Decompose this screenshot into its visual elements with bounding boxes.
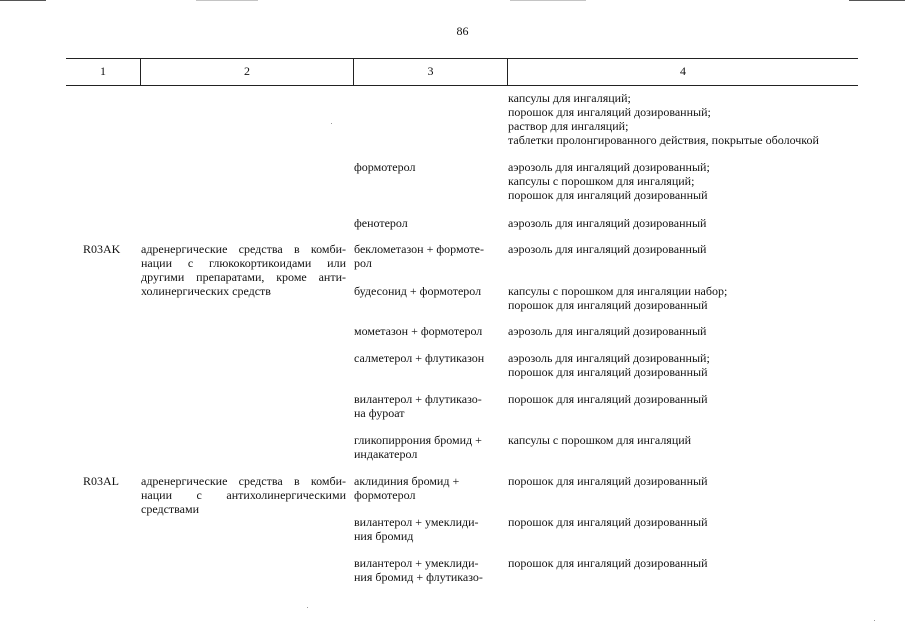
- dosage-forms-cell: [508, 216, 853, 230]
- dosage-forms-cell-line: порошок для ингаляций дозированный: [508, 298, 708, 312]
- drug-name-cell-line: ния бромид + флутиказо-: [354, 570, 483, 584]
- dosage-forms-cell: [508, 474, 853, 488]
- drug-name-cell-line: будесонид + формотерол: [354, 284, 482, 298]
- drug-name-cell-line: мометазон + формотерол: [354, 324, 483, 338]
- scan-speck: [874, 620, 875, 621]
- dosage-forms-cell-line: капсулы с порошком для ингаляций;: [508, 174, 695, 188]
- drug-name-cell: [354, 160, 500, 174]
- dosage-forms-cell-line: капсулы с порошком для ингаляции набор;: [508, 284, 728, 298]
- dosage-forms-cell-line: аэрозоль для ингаляций дозированный: [508, 324, 707, 338]
- drug-name-cell-line: салметерол + флутиказон: [354, 351, 485, 365]
- group-name-cell-line: адренергические средства в комби-: [141, 242, 346, 256]
- scan-speck: [331, 123, 332, 124]
- dosage-forms-cell-line: капсулы для ингаляций;: [508, 91, 631, 105]
- column-header-2: 2: [140, 59, 353, 85]
- drug-name-cell-line: индакатерол: [354, 447, 418, 461]
- group-name-cell-line: нации с антихолинергическими: [141, 488, 346, 502]
- dosage-forms-cell-line: порошок для ингаляций дозированный: [508, 188, 708, 202]
- drug-name-cell-line: гликопиррония бромид +: [354, 433, 482, 447]
- atc-code-cell-text: R03AL: [83, 474, 119, 488]
- dosage-forms-cell: [508, 284, 853, 312]
- drug-name-cell-line: фенотерол: [354, 216, 408, 230]
- dosage-forms-cell: [508, 556, 853, 570]
- table-header: [66, 58, 858, 86]
- dosage-forms-cell-line: аэрозоль для ингаляций дозированный: [508, 216, 707, 230]
- group-name-cell-line: адренергические средства в комби-: [141, 474, 346, 488]
- scan-artifact-top-left: [0, 0, 46, 1]
- drug-name-cell: [354, 515, 500, 543]
- scan-artifact-top-right: [849, 0, 905, 1]
- drug-name-cell: [354, 474, 500, 502]
- atc-code-cell: [83, 242, 143, 256]
- dosage-forms-cell: [508, 91, 853, 147]
- dosage-forms-cell: [508, 160, 853, 202]
- drug-name-cell-line: ния бромид: [354, 529, 414, 543]
- dosage-forms-cell: [508, 392, 853, 406]
- dosage-forms-cell-line: раствор для ингаляций;: [508, 119, 629, 133]
- dosage-forms-cell: [508, 324, 853, 338]
- dosage-forms-cell: [508, 515, 853, 529]
- drug-name-cell-line: вилантерол + умеклиди-: [354, 515, 479, 529]
- drug-name-cell-line: рол: [354, 256, 372, 270]
- group-name-cell-line: холинергических средств: [141, 284, 271, 298]
- column-header-3: 3: [353, 59, 507, 85]
- scan-artifact-top-mid-2: [510, 0, 586, 1]
- drug-name-cell: [354, 556, 500, 584]
- drug-name-cell: [354, 216, 500, 230]
- page-number: 86: [456, 24, 469, 38]
- dosage-forms-cell-line: аэрозоль для ингаляций дозированный;: [508, 351, 710, 365]
- drug-name-cell-line: на фуроат: [354, 406, 405, 420]
- drug-name-cell: [354, 351, 500, 365]
- drug-name-cell: [354, 284, 500, 298]
- drug-name-cell: [354, 392, 500, 420]
- drug-name-cell-line: формотерол: [354, 160, 416, 174]
- drug-name-cell-line: беклометазон + формоте-: [354, 242, 484, 256]
- scan-speck: [307, 607, 308, 608]
- dosage-forms-cell-line: порошок для ингаляций дозированный: [508, 474, 708, 488]
- group-name-cell: [141, 474, 346, 516]
- drug-name-cell-line: вилантерол + флутиказо-: [354, 392, 482, 406]
- drug-name-cell-line: вилантерол + умеклиди-: [354, 556, 479, 570]
- dosage-forms-cell: [508, 351, 853, 379]
- group-name-cell: [141, 242, 346, 298]
- drug-name-cell-line: формотерол: [354, 488, 416, 502]
- dosage-forms-cell-line: порошок для ингаляций дозированный: [508, 392, 708, 406]
- drug-name-cell-line: аклидиния бромид +: [354, 474, 460, 488]
- drug-name-cell: [354, 242, 500, 270]
- dosage-forms-cell-line: порошок для ингаляций дозированный: [508, 556, 708, 570]
- dosage-forms-cell: [508, 242, 853, 256]
- scan-artifact-top-mid: [196, 0, 258, 1]
- column-header-4: 4: [507, 59, 858, 85]
- dosage-forms-cell-line: капсулы с порошком для ингаляций: [508, 433, 692, 447]
- drug-name-cell: [354, 433, 500, 461]
- group-name-cell-line: средствами: [141, 502, 200, 516]
- dosage-forms-cell-line: порошок для ингаляций дозированный: [508, 515, 708, 529]
- group-name-cell-line: другими препаратами, кроме анти-: [141, 270, 346, 284]
- dosage-forms-cell-line: аэрозоль для ингаляций дозированный: [508, 242, 707, 256]
- atc-code-cell-text: R03AK: [83, 242, 121, 256]
- dosage-forms-cell: [508, 433, 853, 447]
- dosage-forms-cell-line: аэрозоль для ингаляций дозированный;: [508, 160, 710, 174]
- drug-name-cell: [354, 324, 500, 338]
- atc-code-cell: [83, 474, 143, 488]
- dosage-forms-cell-line: порошок для ингаляций дозированный: [508, 365, 708, 379]
- group-name-cell-line: нации с глюкокортикоидами или: [141, 256, 346, 270]
- column-header-1: 1: [100, 64, 106, 78]
- dosage-forms-cell-line: порошок для ингаляций дозированный;: [508, 105, 711, 119]
- dosage-forms-cell-line: таблетки пролонгированного действия, покрытые оболочкой: [508, 133, 819, 147]
